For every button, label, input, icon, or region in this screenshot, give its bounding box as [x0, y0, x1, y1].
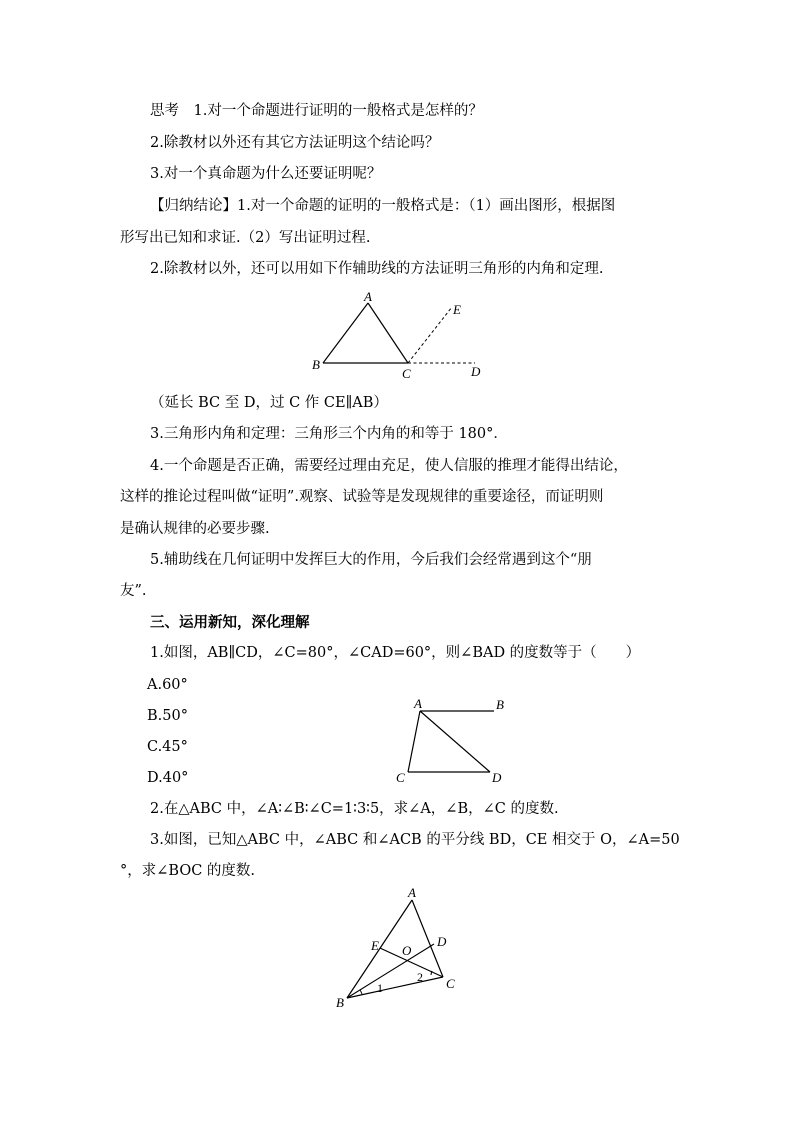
think-question-1: 思考 1.对一个命题进行证明的一般格式是怎样的？: [150, 103, 483, 119]
fig3-label-b: B: [336, 995, 344, 1010]
conclusion-3: 3.三角形内角和定理：三角形三个内角的和等于 180°．: [150, 426, 508, 442]
fig1-label-b: B: [312, 357, 320, 372]
conclusion-4-line-3: 是确认规律的必要步骤.: [120, 521, 270, 537]
exercise-1-question: 1.如图，AB∥CD，∠C=80°，∠CAD=60°，则∠BAD 的度数等于（ ）: [150, 645, 641, 661]
conclusion-4-line-1: 4.一个命题是否正确，需要经过理由充足，使人信服的推理才能得出结论，: [150, 458, 628, 474]
conclusion-5-line-1: 5.辅助线在几何证明中发挥巨大的作用，今后我们会经常遇到这个“朋: [150, 552, 592, 568]
exercise-1-option-b: B.50°: [147, 708, 188, 724]
section-3-heading: 三、运用新知，深化理解: [150, 614, 310, 631]
fig3-angle-1: 1: [377, 981, 383, 995]
conclusion-1-line-2: 形写出已知和求证.（2）写出证明过程.: [120, 230, 371, 246]
fig1-label-e: E: [453, 302, 461, 317]
exercise-3-line-2: °，求∠BOC 的度数.: [120, 863, 256, 879]
conclusion-5-line-2: 友”.: [120, 583, 147, 599]
conclusion-2: 2.除教材以外，还可以用如下作辅助线的方法证明三角形的内角和定理.: [150, 261, 604, 277]
fig1-label-d: D: [471, 364, 481, 379]
fig3-label-e: E: [371, 938, 379, 953]
fig3-label-a: A: [408, 885, 416, 900]
fig3-label-d: D: [437, 934, 447, 949]
fig3-label-o: O: [402, 943, 412, 958]
exercise-2: 2.在△ABC 中，∠A∶∠B∶∠C=1∶3∶5，求∠A，∠B，∠C 的度数.: [150, 801, 559, 817]
fig2-label-a: A: [414, 696, 422, 711]
fig2-label-c: C: [396, 770, 405, 785]
fig3-label-c: C: [446, 976, 455, 991]
fig1-label-c: C: [402, 366, 411, 381]
exercise-3-line-1: 3.如图，已知△ABC 中，∠ABC 和∠ACB 的平分线 BD，CE 相交于 O，∠A=50: [150, 832, 680, 848]
exercise-1-option-a: A.60°: [147, 677, 188, 693]
fig2-label-b: B: [496, 697, 504, 712]
think-question-2: 2.除教材以外还有其它方法证明这个结论吗？: [150, 135, 440, 151]
fig3-angle-2: 2: [417, 970, 423, 984]
exercise-1-option-c: C.45°: [147, 739, 188, 755]
fig2-label-d: D: [492, 770, 502, 785]
figure-1-caption: （延长 BC 至 D，过 C 作 CE∥AB）: [150, 395, 388, 411]
think-question-3: 3.对一个真命题为什么还要证明呢？: [150, 166, 382, 182]
conclusion-4-line-2: 这样的推论过程叫做“证明”.观察、试验等是发现规律的重要途径，而证明则: [120, 489, 604, 505]
conclusion-1-line-1: 【归纳结论】1.对一个命题的证明的一般格式是：（1）画出图形，根据图: [150, 198, 616, 214]
exercise-1-option-d: D.40°: [147, 770, 189, 786]
fig1-label-a: A: [364, 289, 372, 304]
